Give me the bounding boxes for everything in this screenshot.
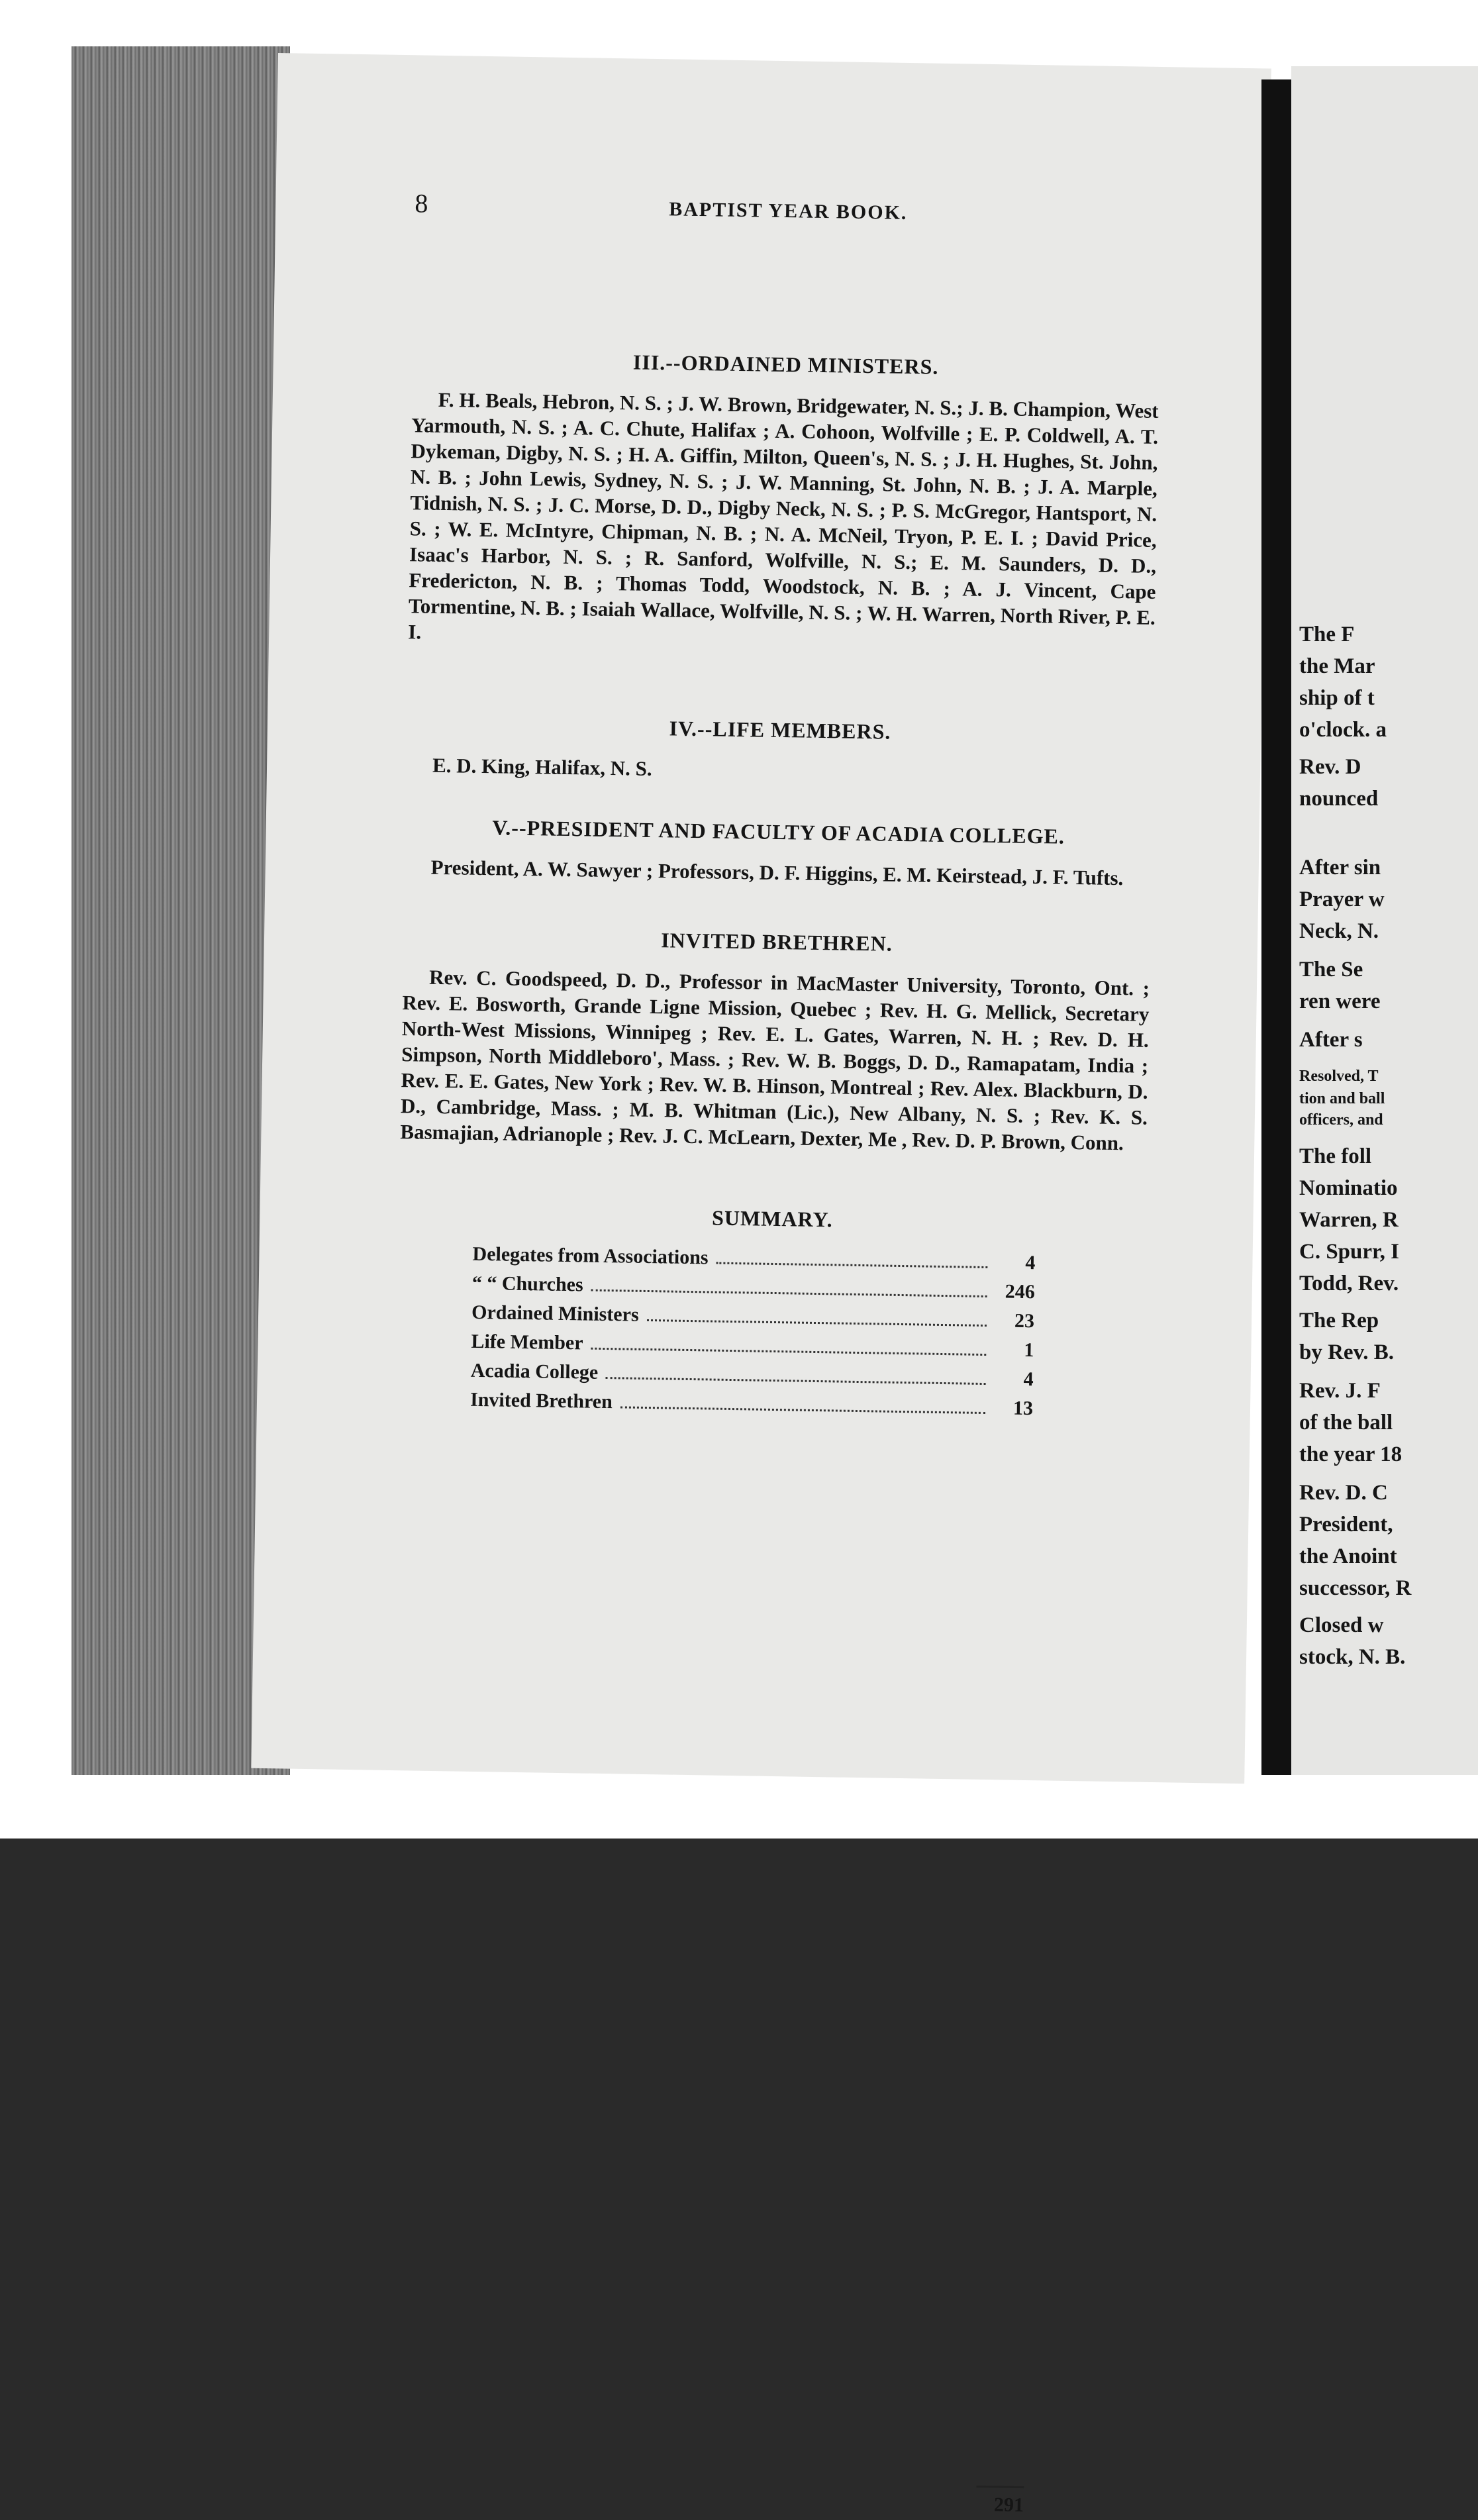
facing-page-line: The Rep: [1299, 1309, 1379, 1333]
section-text-life-members: E. D. King, Halifax, N. S.: [432, 753, 652, 781]
facing-page-line: the Anoint: [1299, 1544, 1397, 1568]
dot-leader: [591, 1289, 987, 1297]
dot-leader: [646, 1319, 986, 1327]
dot-leader: [620, 1406, 985, 1414]
summary-label: “ “ Churches: [471, 1272, 583, 1296]
facing-page-line: Warren, R: [1299, 1208, 1399, 1232]
dot-leader: [591, 1348, 986, 1356]
section-heading-invited: INVITED BRETHREN.: [660, 928, 893, 956]
facing-page-line: successor, R: [1299, 1576, 1412, 1600]
summary-total-rule: [976, 2486, 1024, 2488]
section-text-acadia: President, A. W. Sawyer ; Professors, D. F. Higgins, E. M. Keirstead, J. F. Tufts.: [430, 855, 1124, 890]
facing-page-line: After s: [1299, 1028, 1363, 1052]
facing-page-line: nounced: [1299, 787, 1379, 811]
facing-page-line: The F: [1299, 623, 1355, 646]
facing-page-line: the year 18: [1299, 1442, 1403, 1466]
scan-margin-top: [0, 0, 1478, 40]
summary-value: 4: [1023, 1368, 1034, 1391]
summary-label: Delegates from Associations: [472, 1242, 709, 1269]
facing-page-line: the Mar: [1299, 654, 1375, 678]
facing-page-line: ship of t: [1299, 686, 1375, 710]
facing-page-line: The foll: [1299, 1144, 1372, 1168]
summary-heading: SUMMARY.: [711, 1205, 834, 1232]
dot-leader: [606, 1377, 986, 1385]
summary-label: Ordained Ministers: [471, 1301, 639, 1326]
facing-page-line: The Se: [1299, 958, 1363, 982]
summary-label: Acadia College: [470, 1359, 599, 1384]
facing-page-line: President,: [1299, 1513, 1393, 1537]
facing-page-line: stock, N. B.: [1299, 1645, 1406, 1669]
facing-page-line: tion and ball: [1299, 1090, 1385, 1107]
running-head: BAPTIST YEAR BOOK.: [668, 198, 908, 224]
facing-page-line: C. Spurr, I: [1299, 1240, 1399, 1264]
page-content: [400, 187, 1162, 2517]
facing-page-line: After sin: [1299, 856, 1381, 880]
facing-page-line: Todd, Rev.: [1299, 1272, 1399, 1295]
summary-value: 23: [1014, 1309, 1035, 1333]
summary-total: 291: [993, 2494, 1024, 2517]
section-heading-ordained: III.--ORDAINED MINISTERS.: [632, 350, 939, 379]
summary-label: Life Member: [471, 1330, 583, 1354]
page-number: 8: [415, 188, 428, 219]
section-heading-life-members: IV.--LIFE MEMBERS.: [669, 716, 891, 744]
facing-page-line: Rev. D: [1299, 755, 1361, 779]
section-text-invited: Rev. C. Goodspeed, D. D., Professor in MacMaster University, Toronto, Ont. ; Rev. E. Bosworth, Grande Ligne Mission, Quebec ; Rev. H. G. Mellick, Secretary North-West Missions, Winnipeg ; Rev. E. L. Gates, Warren, N. H. ; Rev. D. H. Simpson, North Middleboro', Mass. ; Rev. W. B. Boggs, D. D., Ramapatam, India ; Rev. E. E. Gates, New York ; Rev. W. B. Hinson, Montreal ; Rev. Alex. Blackburn, D. D., Cambridge, Mass. ; M. B. Whitman (Lic.), New Albany, N. S. ; Rev. K. S. Basmajian, Adrianople ; Rev. J. C. McLearn, Dexter, Me , Rev. D. P. Brown, Conn.: [400, 965, 1150, 1155]
facing-page-line: ren were: [1299, 989, 1381, 1013]
facing-page-line: o'clock. a: [1299, 718, 1387, 742]
book-gutter: [1261, 79, 1295, 1775]
facing-page-line: by Rev. B.: [1299, 1340, 1395, 1364]
summary-label: Invited Brethren: [469, 1388, 613, 1413]
facing-page-line: Resolved, T: [1299, 1068, 1379, 1085]
dot-leader: [716, 1262, 987, 1268]
summary-value: 13: [1012, 1397, 1034, 1420]
left-page: [251, 53, 1271, 2517]
facing-page-line: Rev. J. F: [1299, 1379, 1381, 1403]
facing-page-line: Nominatio: [1299, 1176, 1398, 1200]
summary-table: [469, 1242, 1036, 2517]
facing-page-line: Prayer w: [1299, 887, 1385, 911]
facing-page-line: of the ball: [1299, 1411, 1393, 1435]
facing-page-line: Rev. D. C: [1299, 1481, 1388, 1505]
summary-value: 246: [1005, 1280, 1036, 1303]
summary-value: 4: [1025, 1251, 1036, 1274]
summary-value: 1: [1024, 1338, 1034, 1362]
facing-page: [1291, 66, 1478, 1775]
facing-page-line: officers, and: [1299, 1111, 1383, 1129]
facing-page-line: Closed w: [1299, 1613, 1384, 1637]
facing-page-line: Neck, N.: [1299, 919, 1379, 943]
section-heading-acadia: V.--PRESIDENT AND FACULTY OF ACADIA COLLEGE.: [492, 815, 1065, 848]
section-text-ordained: F. H. Beals, Hebron, N. S. ; J. W. Brown, Bridgewater, N. S.; J. B. Champion, West Yarmouth, N. S. ; A. C. Chute, Halifax ; A. Cohoon, Wolfville ; E. P. Coldwell, A. T. Dykeman, Digby, N. S. ; H. A. Giffin, Milton, Queen's, N. S. ; J. H. Hughes, St. John, N. B. ; John Lewis, Sydney, N. S. ; J. W. Manning, St. John, N. B. ; J. A. Marple, Tidnish, N. S. ; J. C. Morse, D. D., Digby Neck, N. S. ; P. S. McGregor, Hantsport, N. S. ; W. E. McIntyre, Chipman, N. B. ; N. A. McNeil, Tryon, P. E. I. ; David Price, Isaac's Harbor, N. S. ; R. Sanford, Wolfville, N. S.; E. M. Saunders, D. D., Fredericton, N. B. ; Thomas Todd, Woodstock, N. B. ; A. J. Vincent, Cape Tormentine, N. B. ; Isaiah Wallace, Wolfville, N. S. ; W. H. Warren, North River, P. E. I.: [408, 387, 1159, 644]
